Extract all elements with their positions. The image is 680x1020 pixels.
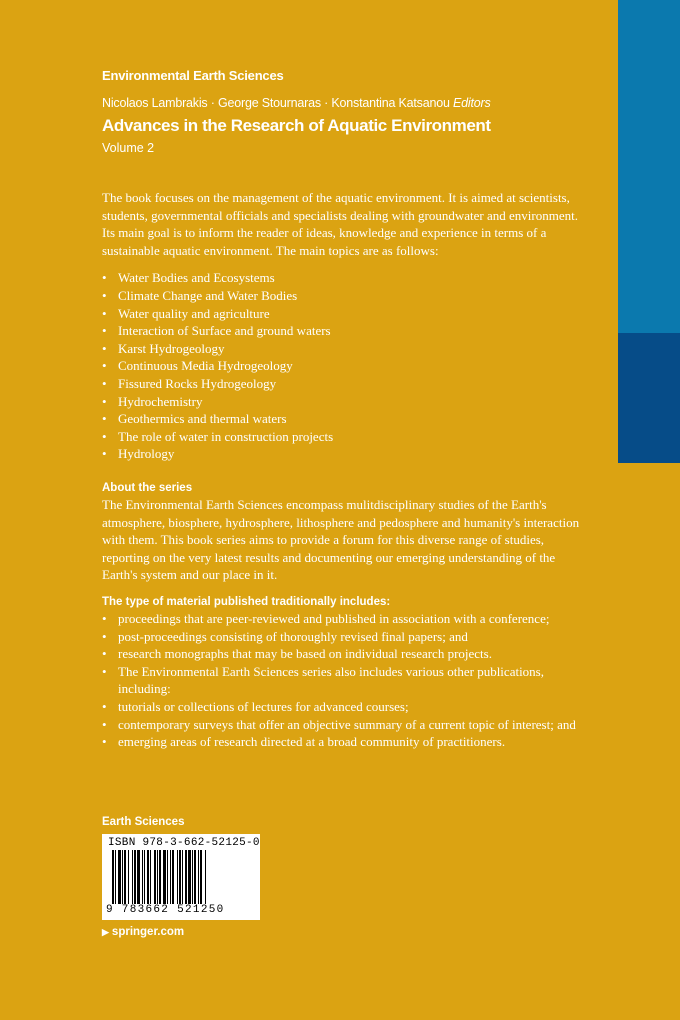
barcode-bar: [192, 850, 193, 904]
topic-item: • Hydrochemistry: [102, 393, 582, 411]
triangle-right-icon: ▶: [102, 927, 109, 937]
barcode-bar: [142, 850, 143, 904]
barcode-bar: [177, 850, 178, 904]
editors-names: Nicolaos Lambrakis · George Stournaras · Konstantina Katsanou: [102, 96, 450, 110]
barcode-bar: [134, 850, 136, 904]
volume-label: Volume 2: [102, 141, 155, 155]
topic-item: • Hydrology: [102, 445, 582, 463]
barcode-bar: [170, 850, 171, 904]
barcode-bar: [147, 850, 149, 904]
topic-item: • Karst Hydrogeology: [102, 340, 582, 358]
description: [102, 189, 582, 463]
barcode-bar: [159, 850, 161, 904]
barcode-bar: [112, 850, 114, 904]
topic-item: • The role of water in construction projects: [102, 428, 582, 446]
topic-item: • Climate Change and Water Bodies: [102, 287, 582, 305]
publisher-link-text[interactable]: springer.com: [111, 926, 185, 938]
barcode-bar: [179, 850, 181, 904]
blue-stripe-bottom: [618, 333, 680, 463]
barcode-bar: [172, 850, 174, 904]
material-item: • contemporary surveys that offer an objective summary of a current topic of interest; and: [102, 716, 582, 734]
barcode-bar: [185, 850, 187, 904]
barcode-bar: [150, 850, 151, 904]
material-section: [102, 594, 582, 751]
barcode-bar: [137, 850, 140, 904]
barcode-bar: [124, 850, 126, 904]
barcode-bar: [200, 850, 202, 904]
barcode-bar: [154, 850, 156, 904]
topic-list: [102, 269, 582, 463]
topic-item: • Geothermics and thermal waters: [102, 410, 582, 428]
editors-role: Editors: [453, 96, 491, 110]
barcode-bar: [132, 850, 133, 904]
barcode-bar: [144, 850, 145, 904]
description-intro: The book focuses on the management of the aquatic environment. It is aimed at scientists, students, governmental officials and specialists dealing with groundwater and environment. Its main goal is to inform the reader of ideas, knowledge and experience in terms of a sustainable aquatic environment. The main topics are as follows:: [102, 190, 578, 258]
barcode-bar: [205, 850, 206, 904]
barcode-bar: [122, 850, 123, 904]
barcode: [102, 834, 260, 920]
material-item: • emerging areas of research directed at a broad community of practitioners.: [102, 733, 582, 751]
material-heading: The type of material published traditionally includes:: [102, 596, 391, 608]
material-item: • research monographs that may be based on individual research projects.: [102, 645, 582, 663]
ean-digits: 9 783662 521250: [106, 904, 225, 916]
material-item: • proceedings that are peer-reviewed and published in association with a conference;: [102, 610, 582, 628]
material-list: [102, 610, 582, 751]
subject-label: Earth Sciences: [102, 816, 185, 828]
barcode-bar: [128, 850, 129, 904]
topic-item: • Interaction of Surface and ground waters: [102, 322, 582, 340]
about-text: The Environmental Earth Sciences encompass mulitdisciplinary studies of the Earth's atmosphere, biosphere, hydrosphere, lithosphere and pedosphere and humanity's interaction with them. This book series aims to provide a forum for this diverse range of studies, reporting on the very latest results and documenting our emerging understanding of the Earth's system and our place in it.: [102, 497, 580, 583]
topic-item: • Water Bodies and Ecosystems: [102, 269, 582, 287]
series-title: Environmental Earth Sciences: [102, 68, 284, 83]
material-item: • tutorials or collections of lectures for advanced courses;: [102, 698, 582, 716]
barcode-bar: [118, 850, 121, 904]
barcode-bars: [112, 850, 252, 904]
topic-item: • Continuous Media Hydrogeology: [102, 357, 582, 375]
book-title: Advances in the Research of Aquatic Environment: [102, 116, 491, 135]
isbn-text: ISBN 978-3-662-52125-0: [108, 837, 260, 849]
barcode-bar: [163, 850, 166, 904]
barcode-bar: [182, 850, 183, 904]
barcode-bar: [157, 850, 158, 904]
barcode-bar: [115, 850, 116, 904]
blue-stripe-top: [618, 0, 680, 333]
editors-line: [102, 96, 491, 110]
barcode-bar: [194, 850, 196, 904]
barcode-bar: [198, 850, 199, 904]
topic-item: • Fissured Rocks Hydrogeology: [102, 375, 582, 393]
publisher-link[interactable]: [102, 926, 184, 938]
about-heading: About the series: [102, 482, 193, 494]
barcode-bar: [188, 850, 191, 904]
material-item: • post-proceedings consisting of thoroughly revised final papers; and: [102, 628, 582, 646]
topic-item: • Water quality and agriculture: [102, 305, 582, 323]
barcode-bar: [167, 850, 168, 904]
material-item: • The Environmental Earth Sciences series also includes various other publications, including:: [102, 663, 582, 698]
about-series: [102, 480, 582, 584]
